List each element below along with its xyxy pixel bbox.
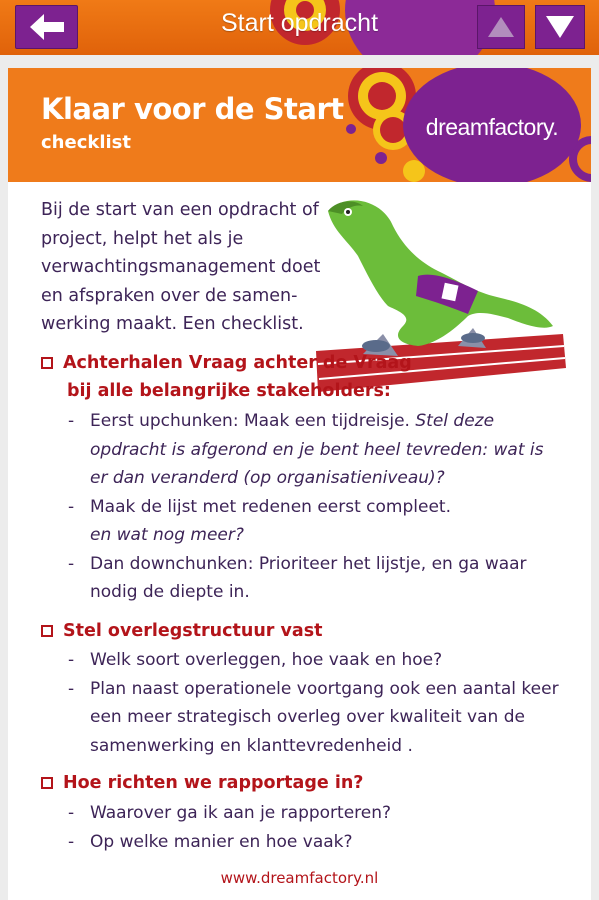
checkbox-icon [41, 625, 53, 637]
decor-circle [368, 82, 396, 110]
triangle-up-icon [488, 17, 514, 37]
banner-title: Klaar voor de Start [41, 92, 344, 126]
list-item: - Maak de lijst met redenen eerst compleet. en wat nog meer? [66, 493, 566, 550]
list-item: - Waarover ga ik aan je rapporteren? [66, 799, 566, 828]
list-item: - Eerst upchunken: Maak een tijdreisje. Stel deze opdracht is afgerond en je bent heel tevreden: wat is er dan veranderd (op organisatieniveau)? [66, 407, 566, 493]
list-item: - Welk soort overleggen, hoe vaak en hoe? [66, 646, 566, 675]
banner [8, 68, 591, 182]
previous-button[interactable] [477, 5, 525, 49]
list-item: - Dan downchunken: Prioriteer het lijstje, en ga waar nodig de diepte in. [66, 550, 566, 607]
decor-circle [380, 117, 406, 143]
list-item: - Plan naast operationele voortgang ook een aantal keer een meer strategisch overleg over kwaliteit van de samenwerking en klanttevredenheid . [66, 675, 566, 761]
section-heading: Achterhalen Vraag achter de Vraag bij alle belangrijke stakeholders: [41, 350, 412, 405]
content-area [0, 55, 599, 900]
intro-text: Bij de start van een opdracht of project, helpt het als je verwachtingsmanagement doet en afspraken over de samen-werking maakt. Een checklist. [41, 200, 321, 334]
page-title: Start opdracht [220, 9, 379, 37]
decor-circle [346, 124, 356, 134]
back-button[interactable] [15, 5, 78, 49]
section-heading: Stel overlegstructuur vast [41, 618, 323, 646]
checklist-items [66, 407, 566, 607]
logo-text: dreamfactory. [425, 113, 559, 140]
checklist-items [66, 646, 566, 760]
checkbox-icon [41, 777, 53, 789]
section-heading: Hoe richten we rapportage in? [41, 770, 363, 798]
next-button[interactable] [535, 5, 585, 49]
triangle-down-icon [546, 16, 574, 38]
list-item: - Op welke manier en hoe vaak? [66, 828, 566, 857]
arrow-left-icon [30, 14, 64, 40]
nav-bar [0, 0, 599, 55]
checklist-card [8, 68, 591, 900]
footer-url: www.dreamfactory.nl [220, 869, 379, 887]
checkbox-icon [41, 357, 53, 369]
dreamfactory-logo [403, 68, 581, 182]
checklist-items [66, 799, 566, 856]
decor-circle [375, 152, 387, 164]
banner-subtitle: checklist [41, 132, 131, 153]
